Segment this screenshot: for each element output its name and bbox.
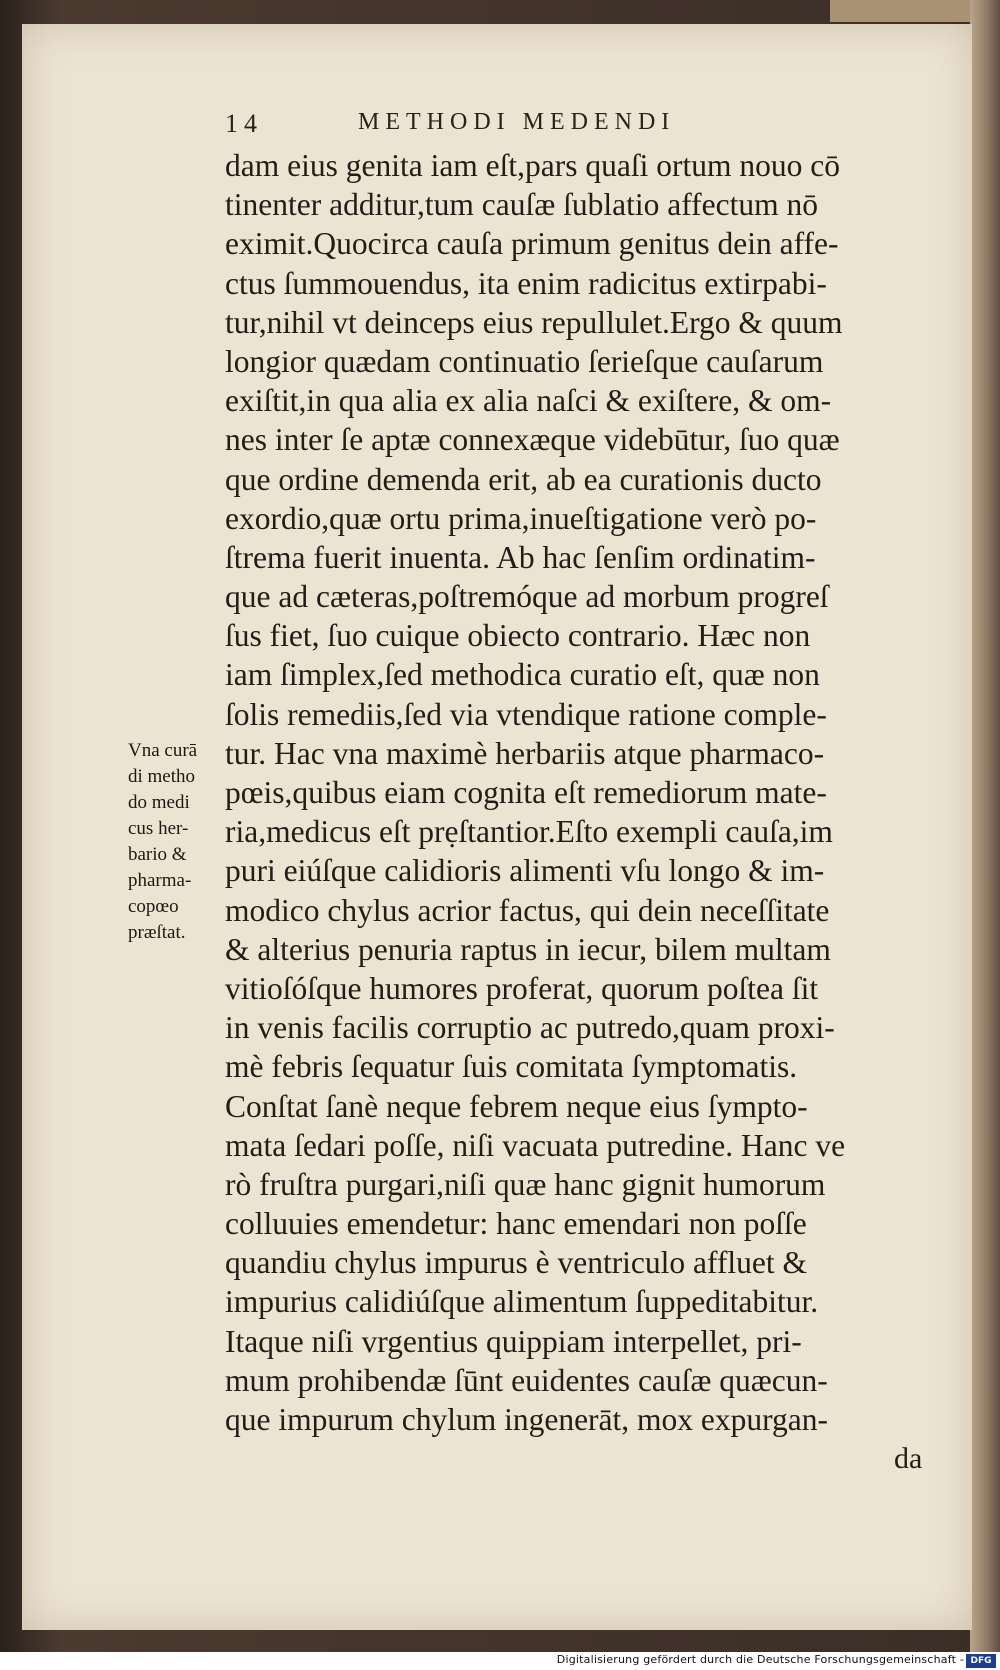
dfg-logo-icon: DFG xyxy=(966,1654,996,1668)
text-line: tinenter additur,tum cauſæ ſublatio affectum nō xyxy=(225,187,818,223)
text-line: rò fruſtra purgari,niſi quæ hanc gignit humorum xyxy=(225,1166,826,1202)
text-line: exiſtit,in qua alia ex alia naſci & exiſtere, & om- xyxy=(225,383,832,419)
marginal-note-line: bario & xyxy=(128,844,187,865)
page-number: 14 xyxy=(225,109,263,138)
text-line: exordio,quæ ortu prima,inueſtigatione verò po- xyxy=(225,500,817,536)
text-line: modico chylus acrior factus, qui dein neceſſitate xyxy=(225,892,830,928)
text-line: dam eius genita iam eſt,pars quaſi ortum nouo cō xyxy=(225,148,840,183)
marginal-note-line: cus her- xyxy=(128,818,189,839)
text-line: ſtrema fuerit inuenta. Ab hac ſenſim ordinatim- xyxy=(225,539,816,575)
marginal-note-line: pharma- xyxy=(128,870,192,891)
text-line: ctus ſummouendus, ita enim radicitus extirpabi- xyxy=(225,265,827,301)
text-line: mè febris ſequatur ſuis comitata ſymptomatis. xyxy=(225,1049,798,1085)
text-line: ſolis remediis,ſed via vtendique ratione comple- xyxy=(225,696,827,732)
text-line: Itaque niſi vrgentius quippiam interpellet, pri- xyxy=(225,1323,802,1359)
text-line: puri eiúſque calidioris alimenti vſu longo & im- xyxy=(225,853,825,889)
text-line: pœis,quibus eiam cognita eſt remediorum mate- xyxy=(225,775,827,810)
marginal-note-line: do medi xyxy=(128,792,190,813)
text-line: quandiu chylus impurus è ventriculo affluet & xyxy=(225,1245,808,1281)
text-line: nes inter ſe aptæ connexæque videbūtur, ſuo quæ xyxy=(225,422,840,458)
text-line: longior quædam continuatio ſerieſque cauſarum xyxy=(225,343,824,379)
text-line: vitioſóſque humores proferat, quorum poſtea ſit xyxy=(225,970,819,1006)
text-line: tur. Hac vna maximè herbariis atque pharmaco- xyxy=(225,735,825,771)
text-line: in venis facilis corruptio ac putredo,quam proxi- xyxy=(225,1010,835,1046)
running-head xyxy=(225,107,805,141)
text-line: & alterius penuria raptus in iecur, bilem multam xyxy=(225,931,831,967)
book-binding-edge xyxy=(970,0,1000,1670)
text-line: tur,nihil vt deinceps eius repullulet.Ergo & quum xyxy=(225,304,843,340)
marginal-note-line: Vna curā xyxy=(128,740,198,761)
text-line: ria,medicus eſt prẹſtantior.Eſto exempli cauſa,im xyxy=(225,814,833,850)
marginal-note-line: præſtat. xyxy=(128,922,186,943)
text-line: que ad cæteras,poſtremóque ad morbum progreſ xyxy=(225,579,829,615)
marginal-note-line: di metho xyxy=(128,766,196,787)
text-line: colluuies emendetur: hanc emendari non poſſe xyxy=(225,1206,807,1242)
text-line: ſus fiet, ſuo cuique obiecto contrario. Hæc non xyxy=(225,618,811,654)
running-title: METHODI MEDENDI xyxy=(358,109,676,135)
text-line: impurius calidiúſque alimentum ſuppeditabitur. xyxy=(225,1284,819,1320)
marginal-note-line: copœo xyxy=(128,896,179,917)
text-line: mata ſedari poſſe, niſi vacuata putredine. Hanc ve xyxy=(225,1127,846,1163)
text-line: mum prohibendæ ſūnt euidentes cauſæ quæcun- xyxy=(225,1362,828,1398)
digitization-credit: Digitalisierung gefördert durch die Deutsche Forschungsgemeinschaft - xyxy=(556,1653,964,1666)
text-line: que impurum chylum ingenerāt, mox expurgan- xyxy=(225,1402,829,1437)
catchword: da xyxy=(894,1442,923,1475)
text-line: eximit.Quocirca cauſa primum genitus dein affe- xyxy=(225,226,839,262)
marginal-note xyxy=(128,738,228,946)
body-text xyxy=(225,146,935,1439)
text-line: Conſtat ſanè neque febrem neque eius ſympto- xyxy=(225,1088,808,1124)
text-line: iam ſimplex,ſed methodica curatio eſt, quæ non xyxy=(225,657,820,693)
text-line: que ordine demenda erit, ab ea curationis ducto xyxy=(225,461,822,497)
